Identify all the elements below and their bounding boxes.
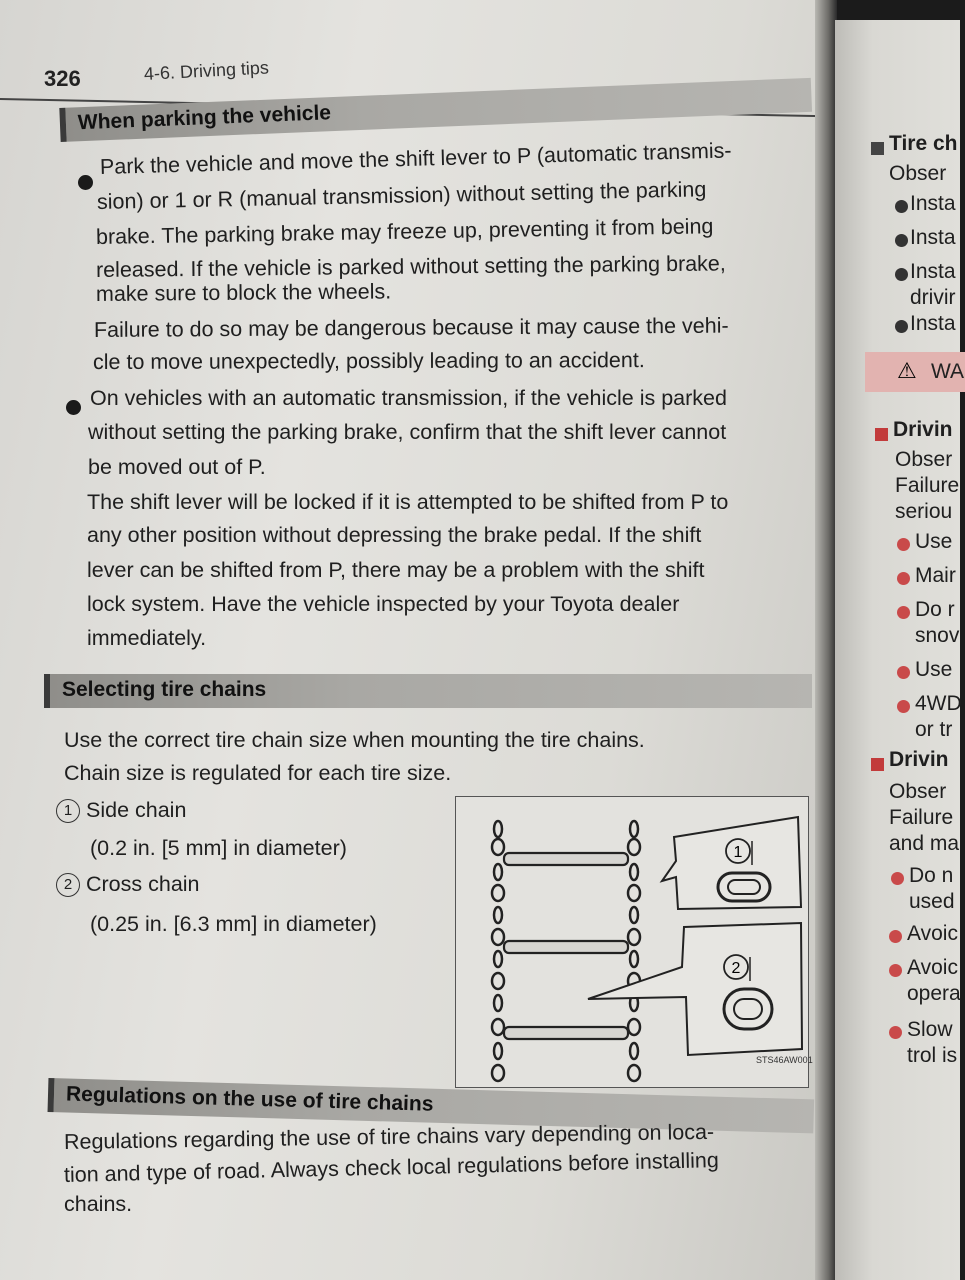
heading-marker bbox=[871, 142, 884, 155]
paragraph-line: tion and type of road. Always check local regulations before installing bbox=[63, 1148, 720, 1187]
text-line: Use bbox=[915, 658, 953, 681]
callout-side-chain bbox=[662, 817, 801, 909]
text-line: Avoic bbox=[907, 922, 958, 945]
warning-banner bbox=[865, 352, 965, 392]
paragraph-line: sion) or 1 or R (manual transmission) without setting the parking bbox=[96, 177, 707, 214]
figure-code: STS46AW001 bbox=[756, 1055, 813, 1065]
heading: Tire ch bbox=[889, 132, 958, 155]
paragraph-line: immediately. bbox=[87, 626, 207, 650]
text-line: or tr bbox=[915, 718, 953, 741]
section-title: Selecting tire chains bbox=[62, 678, 267, 701]
paragraph-line: cle to move unexpectedly, possibly leading to an accident. bbox=[92, 348, 645, 374]
text-line: and ma bbox=[889, 832, 960, 855]
warning-label: WA bbox=[931, 360, 965, 383]
item-detail: (0.2 in. [5 mm] in diameter) bbox=[90, 836, 347, 860]
paragraph-line: be moved out of P. bbox=[88, 455, 266, 479]
text-line: Obser bbox=[895, 448, 953, 471]
bullet-dot bbox=[891, 872, 904, 885]
paragraph-line: lever can be shifted from P, there may be a problem with the shift bbox=[87, 558, 705, 582]
paragraph-line: On vehicles with an automatic transmission, if the vehicle is parked bbox=[90, 386, 727, 410]
paragraph-line: Park the vehicle and move the shift lever to P (automatic transmis- bbox=[99, 138, 732, 179]
text-line: Do n bbox=[909, 864, 954, 887]
item-label: Cross chain bbox=[86, 872, 200, 896]
text-line: 4WD bbox=[915, 692, 962, 715]
text-line: Insta bbox=[910, 312, 956, 335]
chain-illustration bbox=[456, 797, 813, 1087]
paragraph-line: Regulations regarding the use of tire chains vary depending on loca- bbox=[63, 1119, 715, 1154]
paragraph-line: without setting the parking brake, confirm that the shift lever cannot bbox=[88, 420, 727, 444]
page-number: 326 bbox=[44, 66, 81, 91]
text-line: Insta bbox=[910, 226, 956, 249]
number-marker: 2 bbox=[56, 873, 80, 897]
heading-marker bbox=[875, 428, 888, 441]
bullet-dot bbox=[897, 606, 910, 619]
bullet-dot bbox=[895, 234, 908, 247]
paragraph-line: chains. bbox=[64, 1192, 133, 1216]
paragraph-line: Failure to do so may be dangerous because it may cause the vehi- bbox=[93, 313, 729, 342]
text-line: Obser bbox=[889, 162, 947, 185]
text-line: opera bbox=[907, 982, 961, 1005]
text-line: Insta bbox=[910, 260, 956, 283]
bullet-dot bbox=[897, 572, 910, 585]
heading: Drivin bbox=[893, 418, 953, 441]
text-line: Slow bbox=[907, 1018, 953, 1041]
text-line: Do r bbox=[915, 598, 955, 621]
cross-chains bbox=[504, 853, 628, 1039]
book-gutter bbox=[815, 0, 837, 1280]
svg-text:2: 2 bbox=[731, 960, 741, 977]
tire-chain-figure bbox=[455, 796, 813, 1088]
paragraph-line: released. If the vehicle is parked without setting the parking brake, bbox=[95, 251, 726, 282]
section-title: Regulations on the use of tire chains bbox=[65, 1082, 434, 1116]
text-line: Failure bbox=[895, 474, 960, 497]
side-chain-left bbox=[492, 821, 504, 1081]
paragraph-line: lock system. Have the vehicle inspected by your Toyota dealer bbox=[87, 592, 680, 616]
list-item-side-chain bbox=[56, 798, 186, 823]
bullet-dot bbox=[889, 1026, 902, 1039]
bullet-dot bbox=[895, 268, 908, 281]
paragraph-line: make sure to block the wheels. bbox=[95, 279, 392, 306]
heading: Drivin bbox=[889, 748, 949, 771]
list-item-cross-chain bbox=[56, 872, 200, 897]
item-label: Side chain bbox=[86, 798, 187, 822]
paragraph-line: Use the correct tire chain size when mounting the tire chains. bbox=[64, 728, 645, 752]
number-marker: 1 bbox=[56, 799, 80, 823]
item-detail: (0.25 in. [6.3 mm] in diameter) bbox=[90, 912, 377, 936]
bullet-dot bbox=[897, 538, 910, 551]
bullet-dot bbox=[895, 320, 908, 333]
paragraph-line: Chain size is regulated for each tire size. bbox=[64, 761, 452, 785]
paragraph-line: The shift lever will be locked if it is attempted to be shifted from P to bbox=[87, 490, 729, 514]
text-line: Obser bbox=[889, 780, 947, 803]
section-title: When parking the vehicle bbox=[77, 101, 332, 135]
text-line: Insta bbox=[910, 192, 956, 215]
text-line: trol is bbox=[907, 1044, 958, 1067]
side-chain-right bbox=[628, 821, 640, 1081]
bullet-dot bbox=[889, 930, 902, 943]
text-line: seriou bbox=[895, 500, 953, 523]
bullet-dot bbox=[889, 964, 902, 977]
svg-text:1: 1 bbox=[733, 844, 743, 861]
text-line: Use bbox=[915, 530, 953, 553]
text-line: used bbox=[909, 890, 955, 913]
bullet-dot bbox=[895, 200, 908, 213]
section-label: 4-6. Driving tips bbox=[143, 57, 270, 84]
bullet-dot bbox=[78, 175, 93, 190]
next-page bbox=[835, 20, 965, 1280]
warning-icon: ⚠ bbox=[897, 358, 917, 383]
bullet-dot bbox=[66, 400, 81, 415]
text-line: Mair bbox=[915, 564, 956, 587]
text-line: Failure bbox=[889, 806, 954, 829]
text-line: Avoic bbox=[907, 956, 958, 979]
section-heading-tire-chains bbox=[44, 674, 812, 708]
bullet-dot bbox=[897, 666, 910, 679]
paragraph-line: brake. The parking brake may freeze up, preventing it from being bbox=[95, 214, 714, 249]
heading-marker bbox=[871, 758, 884, 771]
text-line: drivir bbox=[910, 286, 956, 309]
text-line: snov bbox=[915, 624, 960, 647]
bullet-dot bbox=[897, 700, 910, 713]
paragraph-line: any other position without depressing the brake pedal. If the shift bbox=[87, 523, 702, 547]
